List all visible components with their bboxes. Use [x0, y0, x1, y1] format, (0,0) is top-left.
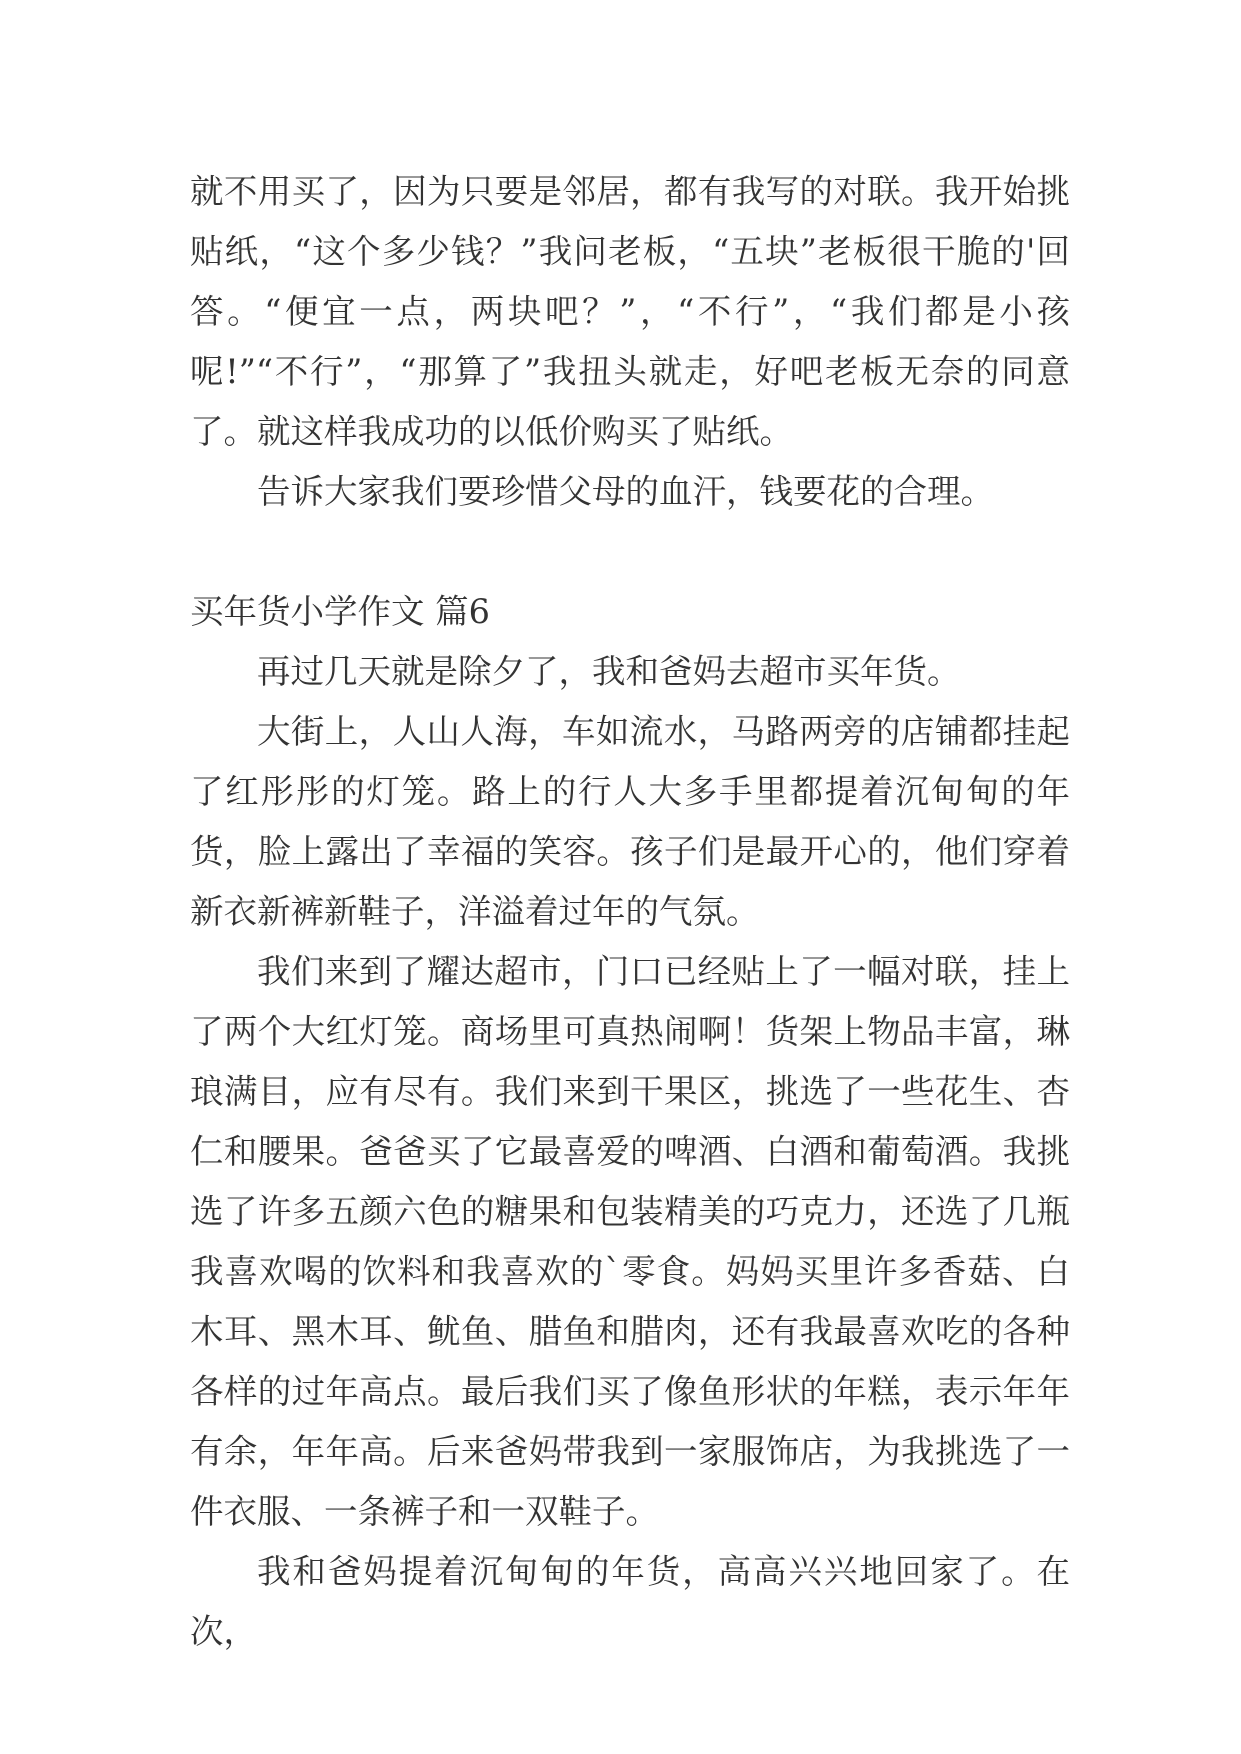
- paragraph: 大街上，人山人海，车如流水，马路两旁的店铺都挂起了红彤彤的灯笼。路上的行人大多手里都提着沉甸甸的年货，脸上露出了幸福的笑容。孩子们是最开心的，他们穿着新衣新裤新鞋子，洋溢着过年的气氛。: [190, 712, 1070, 931]
- paragraph: 我们来到了耀达超市，门口已经贴上了一幅对联，挂上了两个大红灯笼。商场里可真热闹啊！货架上物品丰富，琳琅满目，应有尽有。我们来到干果区，挑选了一些花生、杏仁和腰果。爸爸买了它最喜爱的啤酒、白酒和葡萄酒。我挑选了许多五颜六色的糖果和包装精美的巧克力，还选了几瓶我喜欢喝的饮料和我喜欢的`零食。妈妈买里许多香菇、白木耳、黑木耳、鱿鱼、腊鱼和腊肉，还有我最喜欢吃的各种各样的过年高点。最后我们买了像鱼形状的年糕，表示年年有余，年年高。后来爸妈带我到一家服饰店，为我挑选了一件衣服、一条裤子和一双鞋子。: [190, 952, 1070, 1531]
- article-body: [190, 162, 1070, 1662]
- paragraph-continued: 就不用买了，因为只要是邻居，都有我写的对联。我开始挑贴纸，“这个多少钱？”我问老板，“五块”老板很干脆的'回答。“便宜一点，两块吧？”，“不行”，“我们都是小孩呢!”“不行”，“那算了”我扭头就走，好吧老板无奈的同意了。就这样我成功的以低价购买了贴纸。: [190, 172, 1070, 451]
- section-heading: 买年货小学作文 篇6: [190, 592, 490, 631]
- paragraph: 我和爸妈提着沉甸甸的年货，高高兴兴地回家了。在次，: [190, 1552, 1070, 1651]
- paragraph-conclusion: 告诉大家我们要珍惜父母的血汗，钱要花的合理。: [257, 472, 994, 511]
- paragraph: 再过几天就是除夕了，我和爸妈去超市买年货。: [257, 652, 961, 691]
